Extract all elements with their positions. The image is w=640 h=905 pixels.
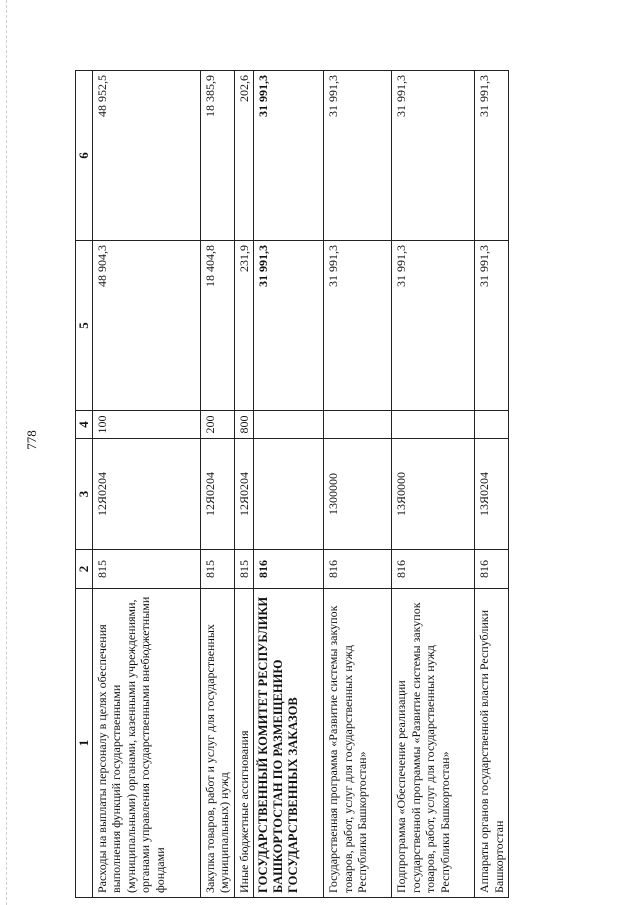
row-value-5: 31 991,3 — [475, 241, 509, 411]
row-value-6: 31 991,3 — [392, 71, 475, 241]
row-value-6: 48 952,5 — [93, 71, 201, 241]
row-name: Подпрограмма «Обеспечение реализации государственной программы «Развитие системы закупок товаров, работ, услуг для государственных нужд Республики Башкортостан» — [392, 589, 475, 898]
row-value-5: 31 991,3 — [324, 241, 392, 411]
row-code: 816 — [324, 550, 392, 589]
table-header-row — [76, 71, 93, 898]
row-code: 815 — [93, 550, 201, 589]
row-kind: 800 — [235, 411, 254, 439]
row-target: 13Я0000 — [392, 439, 475, 550]
row-name: Государственная программа «Развитие системы закупок товаров, работ, услуг для государственных нужд Республики Башкортостан» — [324, 589, 392, 898]
row-target — [254, 439, 324, 550]
row-value-5: 18 404,8 — [201, 241, 235, 411]
header-col-2: 2 — [76, 550, 93, 589]
row-target: 13Я0204 — [475, 439, 509, 550]
row-code: 815 — [201, 550, 235, 589]
row-code: 816 — [392, 550, 475, 589]
table-row — [201, 71, 235, 898]
row-target: 1300000 — [324, 439, 392, 550]
header-col-3: 3 — [76, 439, 93, 550]
row-name: Закупка товаров, работ и услуг для государственных (муниципальных) нужд — [201, 589, 235, 898]
row-kind: 200 — [201, 411, 235, 439]
table-row — [324, 71, 392, 898]
row-name: Иные бюджетные ассигнования — [235, 589, 254, 898]
row-value-6: 31 991,3 — [475, 71, 509, 241]
row-target: 12Я0204 — [201, 439, 235, 550]
page-number: 778 — [24, 430, 39, 450]
header-col-1: 1 — [76, 589, 93, 898]
table-row — [93, 71, 201, 898]
table-row — [392, 71, 475, 898]
row-value-6: 31 991,3 — [324, 71, 392, 241]
row-kind: 100 — [93, 411, 201, 439]
header-col-5: 5 — [76, 241, 93, 411]
row-code: 816 — [475, 550, 509, 589]
row-code: 816 — [254, 550, 324, 589]
row-value-5: 31 991,3 — [392, 241, 475, 411]
row-value-5: 48 904,3 — [93, 241, 201, 411]
row-kind — [324, 411, 392, 439]
header-col-4: 4 — [76, 411, 93, 439]
row-kind — [475, 411, 509, 439]
row-value-6: 202,6 — [235, 71, 254, 241]
row-code: 815 — [235, 550, 254, 589]
row-value-6: 31 991,3 — [254, 71, 324, 241]
row-value-6: 18 385,9 — [201, 71, 235, 241]
table-row — [475, 71, 509, 898]
row-kind — [392, 411, 475, 439]
row-name: Расходы на выплаты персоналу в целях обеспечения выполнения функций государственными (муниципальными) органами, казенными учреждениями, органами управления государственными внебюджетными фондами — [93, 589, 201, 898]
row-name: ГОСУДАРСТВЕННЫЙ КОМИТЕТ РЕСПУБЛИКИ БАШКОРТОСТАН ПО РАЗМЕЩЕНИЮ ГОСУДАРСТВЕННЫХ ЗАКАЗОВ — [254, 589, 324, 898]
row-target: 12Я0204 — [235, 439, 254, 550]
row-value-5: 31 991,3 — [254, 241, 324, 411]
header-col-6: 6 — [76, 71, 93, 241]
row-target: 12Я0204 — [93, 439, 201, 550]
row-name: Аппараты органов государственной власти Республики Башкортостан — [475, 589, 509, 898]
page-edge-marker — [6, 0, 8, 905]
budget-table-rotated — [75, 71, 506, 898]
table-row — [235, 71, 254, 898]
row-value-5: 231,9 — [235, 241, 254, 411]
budget-table — [75, 70, 509, 898]
row-kind — [254, 411, 324, 439]
table-row-section — [254, 71, 324, 898]
